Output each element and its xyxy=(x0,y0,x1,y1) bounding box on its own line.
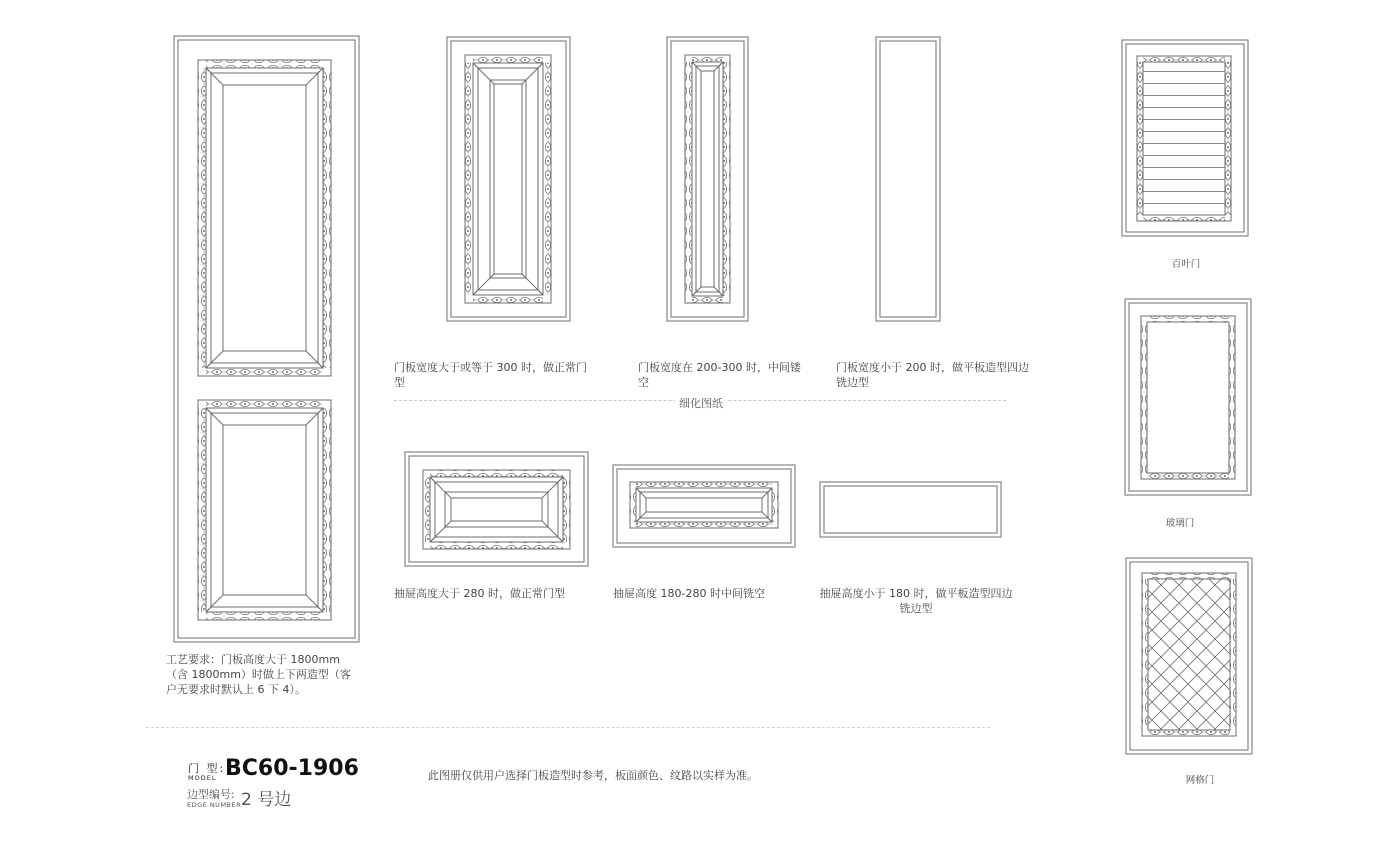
disclaimer: 此图册仅供用户选择门板造型时参考，板面颜色、纹路以实样为准。 xyxy=(428,769,758,782)
glass-caption: 玻璃门 xyxy=(1165,518,1195,529)
edge-label-cn: 边型编号: xyxy=(187,788,235,801)
door-normal-caption: 门板宽度大于或等于 300 时，做正常门型 xyxy=(394,361,587,389)
detail-label: 细化图纸 xyxy=(675,397,727,410)
louver-door-icon xyxy=(1122,40,1248,236)
edge-label xyxy=(187,786,247,809)
raised-panel-drawer-icon xyxy=(405,452,588,566)
hollow-drawer-icon xyxy=(613,465,795,547)
model-number: BC60-1906 xyxy=(225,756,359,781)
tall-door-note: 工艺要求：门板高度大于 1800mm（含 1800mm）时做上下两造型（客户无要求时默认上 6 下 4）。 xyxy=(166,653,351,696)
narrow-hollow-door-icon xyxy=(667,37,748,321)
flat-milled-door-icon xyxy=(876,37,940,321)
model-label-en: MODEL xyxy=(188,774,217,782)
drawer-normal-caption: 抽屉高度大于 280 时，做正常门型 xyxy=(394,587,565,600)
model-label xyxy=(188,760,228,782)
model-label-cn: 门 型: xyxy=(188,762,226,775)
edge-number: 2 号边 xyxy=(241,790,292,810)
grid-caption: 网格门 xyxy=(1185,775,1215,786)
two-panel-tall-door-icon xyxy=(174,36,359,642)
raised-panel-door-icon xyxy=(447,37,570,321)
edge-label-en: EDGE NUMBER xyxy=(187,801,242,809)
footer-divider xyxy=(146,727,990,728)
detail-label-wrap xyxy=(675,392,727,411)
louver-caption: 百叶门 xyxy=(1171,259,1201,270)
door-mid-caption: 门板宽度在 200-300 时，中间镂空 xyxy=(638,361,801,389)
drawer-flat-caption: 抽屉高度小于 180 时，做平板造型四边铣边型 xyxy=(819,587,1013,615)
glass-door-icon xyxy=(1125,299,1251,495)
door-flat-caption: 门板宽度小于 200 时，做平板造型四边铣边型 xyxy=(836,361,1029,389)
drawer-mid-caption: 抽屉高度 180-280 时中间铣空 xyxy=(613,587,765,600)
lattice-door-icon xyxy=(1126,558,1252,754)
flat-drawer-icon xyxy=(820,482,1001,537)
